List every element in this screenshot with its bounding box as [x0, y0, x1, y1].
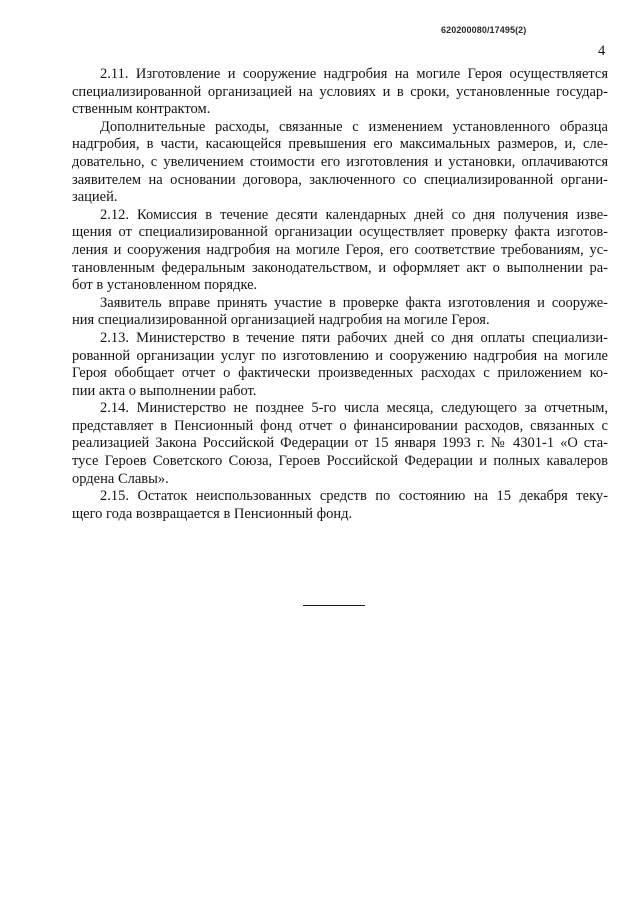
text-line: специализированной организацией на условиях и в сроки, установленные государ-	[72, 83, 608, 100]
page-number: 4	[598, 43, 606, 59]
text-line: 2.15. Остаток неиспользованных средств по состоянию на 15 декабря теку-	[100, 488, 608, 505]
paragraph-2-11	[72, 66, 608, 119]
text-line: щения от специализированной организации осуществляет проверку факта изготов-	[72, 224, 608, 241]
paragraph-applicant-participation	[72, 295, 608, 330]
text-line: довательно, с увеличением стоимости его изготовления и установки, оплачиваются	[72, 153, 608, 170]
text-line: Дополнительные расходы, связанные с изменением установленного образца	[100, 118, 608, 135]
text-line: пии акта о выполнении работ.	[72, 382, 257, 399]
text-line: 2.12. Комиссия в течение десяти календарных дней со дня получения изве-	[100, 206, 608, 223]
text-line: ния специализированной организацией надгробия на могиле Героя.	[72, 312, 490, 329]
end-rule	[303, 605, 365, 606]
text-line: заявителем на основании договора, заключенного со специализированной органи-	[72, 171, 608, 188]
paragraph-2-12	[72, 207, 608, 295]
text-line: ордена Славы».	[72, 470, 169, 487]
text-line: зацией.	[72, 189, 118, 206]
paragraph-additional-costs	[72, 119, 608, 207]
text-line: надгробия, в части, касающейся превышения его максимальных размеров, и, сле-	[72, 136, 608, 153]
text-line: Героя обобщает отчет о фактически произведенных расходах с приложением ко-	[72, 365, 608, 382]
text-line: реализацией Закона Российской Федерации от 15 января 1993 г. № 4301-1 «О ста-	[72, 435, 608, 452]
document-body	[72, 66, 608, 523]
text-line: ственным контрактом.	[72, 101, 211, 118]
text-line: представляет в Пенсионный фонд отчет о финансировании расходов, связанных с	[72, 417, 608, 434]
text-line: рованной организации услуг по изготовлению и сооружению надгробия на могиле	[72, 347, 608, 364]
text-line: тусе Героев Советского Союза, Героев Российской Федерации и полных кавалеров	[72, 453, 608, 470]
document-code: 620200080/17495(2)	[441, 25, 527, 35]
text-line: щего года возвращается в Пенсионный фонд.	[72, 505, 353, 522]
text-line: ления и сооружения надгробия на могиле Героя, его соответствие требованиям, ус-	[72, 241, 608, 258]
text-line: тановленным федеральным законодательством, и оформляет акт о выполнении ра-	[72, 259, 608, 276]
paragraph-2-15	[72, 488, 608, 523]
text-line: 2.11. Изготовление и сооружение надгробия на могиле Героя осуществляется	[100, 66, 608, 82]
paragraph-2-13	[72, 330, 608, 400]
text-line: 2.13. Министерство в течение пяти рабочих дней со дня оплаты специализи-	[100, 329, 608, 346]
text-line: Заявитель вправе принять участие в проверке факта изготовления и сооруже-	[100, 294, 608, 311]
text-line: бот в установленном порядке.	[72, 277, 258, 294]
text-line: 2.14. Министерство не позднее 5-го числа месяца, следующего за отчетным,	[100, 400, 608, 417]
paragraph-2-14	[72, 400, 608, 488]
